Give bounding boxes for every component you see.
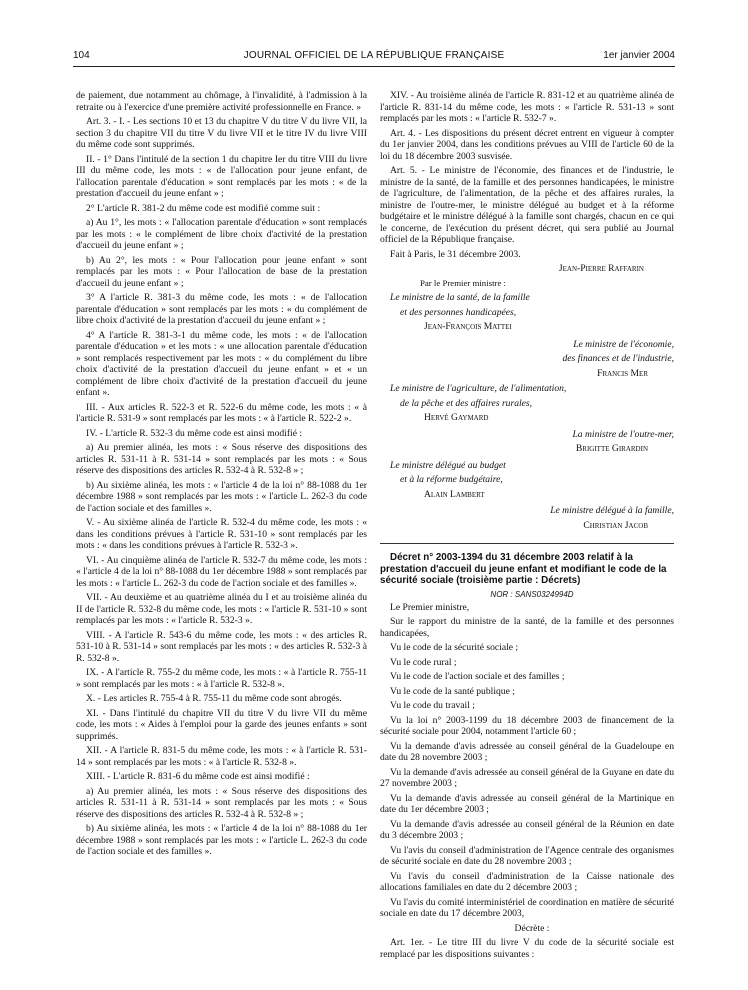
- visa: Vu le code de la santé publique ;: [390, 685, 515, 697]
- page-header: [73, 50, 675, 67]
- paragraph: XIV. - Au troisième alinéa de l'article R. 831-12 et au quatrième alinéa de l'article R. 831-14 du même code, les mots : « l'article R. 531-13 » sont remplacés par les mots : « l'article R. 532-7 ».: [380, 90, 674, 124]
- visa: Vu le code du travail ;: [390, 700, 475, 711]
- signatory-title: de la pêche et des affaires rurales,: [400, 397, 533, 409]
- signatory-title: et des personnes handicapées,: [400, 306, 517, 318]
- paragraph: VI. - Au cinquième alinéa de l'article R. 532-7 du même code, les mots : « l'article 4 de la loi n° 88-1088 du 1er décembre 1988 » sont remplacés par les mots : « l'article L. 262-3 du code de l'action sociale et des familles ».: [76, 554, 367, 589]
- signatory-title: Le ministre de la santé, de la famille: [390, 292, 530, 303]
- paragraph: VIII. - A l'article R. 543-6 du même code, les mots : « des articles R. 531-10 à R. 531-14 » sont remplacés par les mots : « des articles R. 532-3 à R. 532-8 ».: [76, 629, 367, 664]
- visa: Vu le code rural ;: [390, 656, 457, 668]
- signing-place-date: Fait à Paris, le 31 décembre 2003.: [390, 248, 521, 260]
- paragraph: 4° A l'article R. 381-3-1 du même code, les mots : « de l'allocation parentale d'éducation » et les mots : « une allocation parentale d'éducation » sont remplacés respectivement par les mots : « du complément du libre choix d'activité de la prestation d'accueil du jeune enfant » et « un complément de libre choix d'activité de la prestation d'accueil du jeune enfant ».: [76, 329, 367, 398]
- visa: Vu l'avis du conseil d'administration de l'Agence centrale des organismes de sécurité sociale en date du 28 novembre 2003 ;: [380, 844, 674, 867]
- page-number: 104: [73, 50, 90, 61]
- visa: Vu la demande d'avis adressée au conseil général de la Guadeloupe en date du 28 novembre 2003 ;: [380, 740, 674, 763]
- visa: Vu l'avis du conseil d'administration de la Caisse nationale des allocations familiales en date du 2 décembre 2003 ;: [380, 870, 674, 893]
- paragraph: Art. 3. - I. - Les sections 10 et 13 du chapitre V du titre V du livre VII, la section 3 du chapitre VII du titre V du livre VII et le titre IV du livre VIII du même code sont supprimés.: [76, 116, 367, 150]
- paragraph: a) Au premier alinéa, les mots : « Sous réserve des dispositions des articles R. 531-11 à R. 531-14 » sont remplacés par les mots : « Sous réserve des dispositions des articles R. 532-4 à R. 532-8 » ;: [76, 785, 367, 820]
- signatory-title: Le ministre délégué au budget: [390, 459, 506, 471]
- right-column: [380, 90, 674, 963]
- signatory-title: Le ministre délégué à la famille,: [550, 505, 674, 516]
- paragraph: a) Au 1°, les mots : « l'allocation parentale d'éducation » sont remplacés par les mots : « le complément de libre choix d'activité de la prestation d'accueil du jeune enfant » ;: [76, 217, 367, 251]
- paragraph: XII. - A l'article R. 831-5 du même code, les mots : « à l'article R. 531-14 » sont remplacés par les mots : « à l'article R. 532-8 ».: [76, 745, 367, 768]
- visa: Vu la demande d'avis adressée au conseil général de la Guyane en date du 27 novembre 2003 ;: [380, 766, 674, 789]
- signatory-title: La ministre de l'outre-mer,: [572, 428, 674, 440]
- paragraph: b) Au sixième alinéa, les mots : « l'article 4 de la loi n° 88-1088 du 1er décembre 1988 » sont remplacés par les mots : « l'article L. 262-3 du code de l'action sociale et des familles ».: [76, 479, 367, 514]
- signatory-title: et à la réforme budgétaire,: [400, 474, 503, 485]
- left-column: [76, 90, 367, 861]
- signatory-name: Christian Jacob: [583, 519, 648, 531]
- journal-title: JOURNAL OFFICIEL DE LA RÉPUBLIQUE FRANÇAISE: [243, 50, 505, 61]
- paragraph: II. - 1° Dans l'intitulé de la section 1 du chapitre Ier du titre VIII du livre III du même code, les mots : « de l'allocation pour jeune enfant, de l'allocation parentale d'éducation » sont remplacés par les mots : « de la prestation d'accueil du jeune enfant » ;: [76, 153, 367, 199]
- article-1: Art. 1er. - Le titre III du livre V du code de la sécurité sociale est remplacé par les dispositions suivantes :: [380, 937, 674, 960]
- paragraph: de paiement, due notamment au chômage, à l'invalidité, à l'admission à la retraite ou à l'exercice d'une première activité professionnelle en France. »: [76, 90, 367, 113]
- issue-date: 1er janvier 2004: [603, 50, 675, 61]
- visa: Vu la demande d'avis adressée au conseil général de la Martinique en date du 1er décembre 2003 ;: [380, 792, 674, 815]
- paragraph: XI. - Dans l'intitulé du chapitre VII du titre V du livre VII du même code, les mots : « Aides à l'emploi pour la garde des jeunes enfants » sont supprimés.: [76, 707, 367, 742]
- signatory-name: Brigitte Girardin: [575, 443, 648, 454]
- paragraph: XIII. - L'article R. 831-6 du même code est ainsi modifié :: [86, 771, 310, 782]
- visa: Vu la loi n° 2003-1199 du 18 décembre 2003 de financement de la sécurité sociale pour 2004, notamment l'article 60 ;: [380, 714, 674, 737]
- signatory-name: Jean-François Mattei: [424, 321, 512, 332]
- paragraph: 2° L'article R. 381-2 du même code est modifié comme suit :: [86, 202, 321, 214]
- signatory-name: Alain Lambert: [424, 488, 485, 500]
- paragraph: b) Au 2°, les mots : « Pour l'allocation pour jeune enfant » sont remplacés par les mots : « Pour l'allocation de base de la prestation d'accueil du jeune enfant » ;: [76, 254, 367, 289]
- visa: Vu l'avis du comité interministériel de coordination en matière de sécurité sociale en date du 17 décembre 2003,: [380, 896, 674, 919]
- visa: Vu la demande d'avis adressée au conseil général de la Réunion en date du 3 décembre 2003 ;: [380, 818, 674, 841]
- signatory-title: des finances et de l'industrie,: [562, 353, 674, 364]
- signatory-name: Francis Mer: [597, 367, 648, 379]
- par-premier-ministre: Par le Premier ministre :: [420, 277, 506, 288]
- paragraph: III. - Aux articles R. 522-3 et R. 522-6 du même code, les mots : « à l'article R. 531-9 » sont remplacés par les mots : « à l'article R. 522-2 ».: [76, 401, 367, 424]
- paragraph: 3° A l'article R. 381-3 du même code, les mots : « de l'allocation parentale d'éducation » sont remplacés par les mots : « du complément de libre choix d'activité de la prestation d'accueil du jeune enfant » ;: [76, 292, 367, 326]
- nor-reference: NOR : SANS0324994D: [490, 589, 574, 599]
- paragraph: b) Au sixième alinéa, les mots : « l'article 4 de la loi n° 88-1088 du 1er décembre 1988 » sont remplacés par les mots : « l'article L. 262-3 du code de l'action sociale et des familles ».: [76, 823, 367, 857]
- signatory-name: Hervé Gaymard: [424, 412, 489, 423]
- visa: Sur le rapport du ministre de la santé, de la famille et des personnes handicapées,: [380, 616, 674, 639]
- paragraph: X. - Les articles R. 755-4 à R. 755-11 du même code sont abrogés.: [86, 693, 342, 704]
- paragraph: Art. 4. - Les dispositions du présent décret entrent en vigueur à compter du 1er janvier 2004, dans les conditions prévues au VIII de l'article 60 de la loi du 18 décembre 2003 susvisée.: [380, 127, 674, 162]
- paragraph: a) Au premier alinéa, les mots : « Sous réserve des dispositions des articles R. 531-11 à R. 531-14 » sont remplacés par les mots : « Sous réserve des dispositions des articles R. 532-4 à R. 532-8 » ;: [76, 442, 367, 476]
- visa: Vu le code de la sécurité sociale ;: [390, 642, 519, 653]
- paragraph: IV. - L'article R. 532-3 du même code est ainsi modifié :: [86, 427, 303, 439]
- signatory-title: Le ministre de l'agriculture, de l'alimentation,: [390, 383, 567, 394]
- paragraph: VII. - Au deuxième et au quatrième alinéa du I et au troisième alinéa du II de l'article R. 532-8 du même code, les mots : « l'article R. 531-10 » sont remplacés par les mots : « l'article R. 532-3 ».: [76, 592, 367, 626]
- paragraph: V. - Au sixième alinéa de l'article R. 532-4 du même code, les mots : « dans les conditions prévues à l'article R. 531-10 » sont remplacés par les mots : « dans les conditions prévues à l'article R. 532-3 ».: [76, 517, 367, 551]
- signatory-name: Jean-Pierre Raffarin: [558, 263, 644, 274]
- paragraph: Le Premier ministre,: [390, 601, 470, 613]
- decrete: Décrète :: [514, 922, 550, 934]
- signatory-title: Le ministre de l'économie,: [573, 338, 674, 350]
- paragraph: IX. - A l'article R. 755-2 du même code, les mots : « à l'article R. 755-11 » sont remplacés par les mots : « à l'article R. 532-8 ».: [76, 667, 367, 690]
- decree-title: Décret n° 2003-1394 du 31 décembre 2003 relatif à la prestation d'accueil du jeune enfant et modifiant le code de la sécurité sociale (troisième partie : Décrets): [380, 552, 667, 586]
- visa: Vu le code de l'action sociale et des familles ;: [390, 671, 565, 682]
- section-divider: [380, 543, 674, 544]
- paragraph: Art. 5. - Le ministre de l'économie, des finances et de l'industrie, le ministre de la santé, de la famille et des personnes handicapées, le ministre de l'agriculture, de l'alimentation, de la pêche et des affaires rurales, la ministre de l'outre-mer, le ministre délégué au budget et à la réforme budgétaire et le ministre délégué à la famille sont chargés, chacun en ce qui le concerne, de l'exécution du présent décret, qui sera publié au Journal officiel de la République française.: [380, 165, 674, 245]
